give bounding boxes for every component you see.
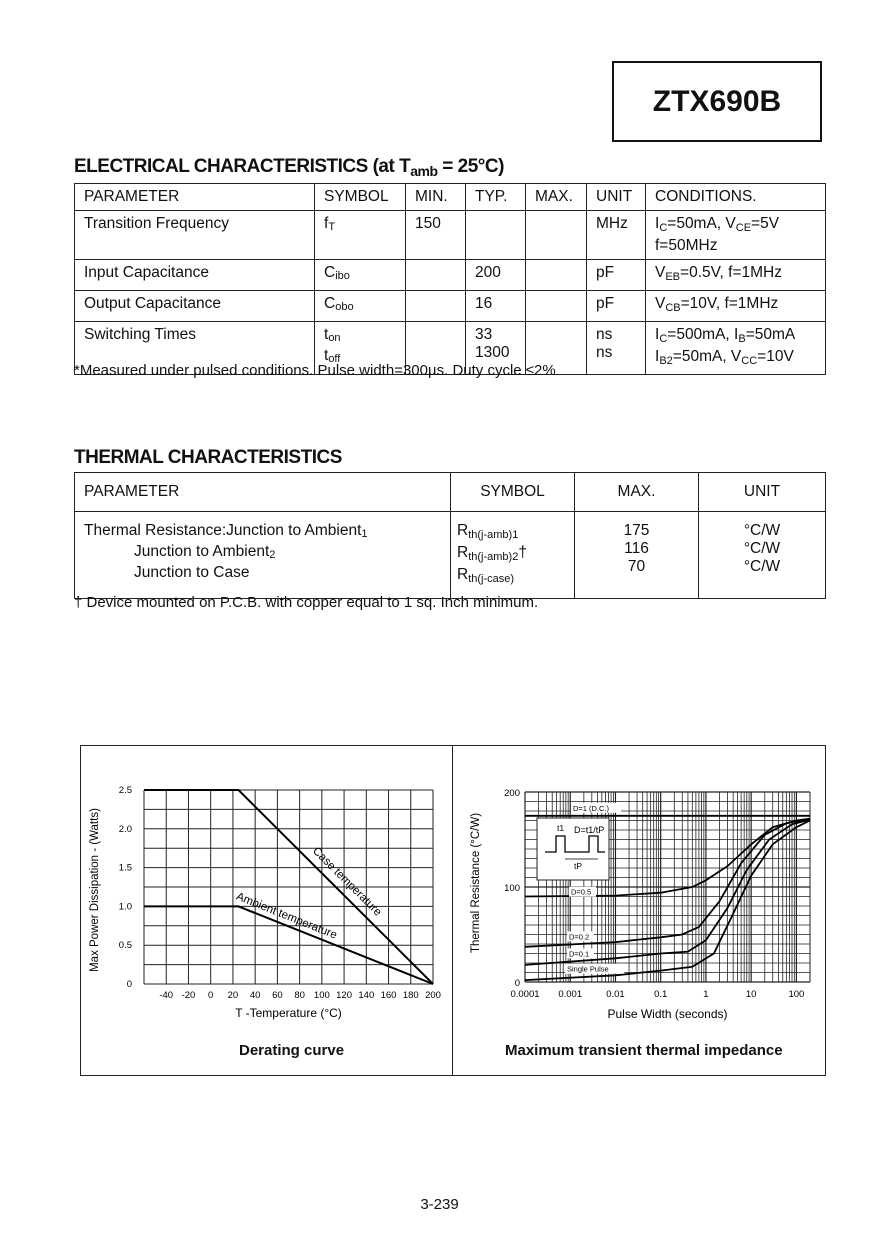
typ-cell bbox=[466, 211, 526, 260]
x-tick-label: 40 bbox=[249, 990, 261, 1001]
electrical-footnote: *Measured under pulsed conditions. Pulse width=300µs. Duty cycle ≤2% bbox=[74, 362, 556, 379]
series-label: D=0.5 bbox=[571, 887, 592, 897]
series-label: D=0.1 bbox=[569, 949, 590, 959]
unit-cell: pF bbox=[587, 260, 646, 291]
x-tick-label: 140 bbox=[358, 990, 375, 1001]
page-number: 3-239 bbox=[420, 1196, 459, 1213]
y-tick-label: 100 bbox=[504, 883, 520, 894]
symbol-cell: $R_{th(j-amb)1}$ $R_{th(j-amb)2}\dagger$ $R_{th(j-case)}$ bbox=[451, 512, 575, 599]
header-cell: MAX. bbox=[526, 184, 587, 211]
x-tick-label: 160 bbox=[380, 990, 397, 1001]
y-axis-label: Thermal Resistance (°C/W) bbox=[470, 812, 482, 954]
inset-label: D=t1/tP bbox=[574, 825, 605, 835]
electrical-title: ELECTRICAL CHARACTERISTICS (at $T_{amb} = 25^\circ C$) bbox=[74, 156, 504, 179]
table-row bbox=[75, 512, 826, 599]
unit-cell: MHz bbox=[587, 211, 646, 260]
graphs-panel bbox=[80, 745, 826, 1076]
series-label: Ambient temperature bbox=[234, 890, 339, 942]
thermal-footnote: † Device mounted on P.C.B. with copper equal to 1 sq. Inch minimum. bbox=[74, 594, 539, 611]
x-tick-label: 1 bbox=[703, 989, 709, 1000]
unit-cell: pF bbox=[587, 291, 646, 322]
x-tick-label: 200 bbox=[425, 990, 441, 1001]
y-tick-label: 0 bbox=[126, 979, 132, 990]
min-cell bbox=[406, 260, 466, 291]
conditions-cell: $I_C=500mA$, $I_B=50mA$ $I_{B2}=50mA$, $V_{CC}=10V$ bbox=[646, 322, 826, 375]
x-tick-label: 0.0001 bbox=[510, 989, 540, 1000]
electrical-table bbox=[74, 183, 826, 375]
header-cell: MIN. bbox=[406, 184, 466, 211]
x-tick-label: 10 bbox=[745, 989, 757, 1000]
derating-chart bbox=[81, 746, 451, 1036]
part-number: ZTX690B bbox=[652, 84, 782, 118]
min-cell: 150 bbox=[406, 211, 466, 260]
x-tick-label: 0 bbox=[208, 990, 214, 1001]
param-cell: Output Capacitance bbox=[75, 291, 315, 322]
series-label: Single Pulse bbox=[567, 964, 609, 974]
x-tick-label: 0.001 bbox=[558, 989, 583, 1000]
y-tick-label: 1.5 bbox=[118, 862, 132, 874]
thermal-title: THERMAL CHARACTERISTICS bbox=[74, 447, 342, 468]
series-label: Case temperature bbox=[310, 845, 384, 919]
min-cell bbox=[406, 291, 466, 322]
thermal-caption: Maximum transient thermal impedance bbox=[505, 1042, 783, 1059]
y-tick-label: 2.5 bbox=[118, 785, 132, 796]
x-axis-label: T -Temperature (°C) bbox=[235, 1006, 342, 1020]
x-axis-label: Pulse Width (seconds) bbox=[607, 1007, 728, 1021]
param-cell: Switching Times bbox=[75, 322, 315, 375]
header-cell: CONDITIONS. bbox=[646, 184, 826, 211]
inset-label: t1 bbox=[557, 823, 565, 833]
max-cell bbox=[526, 211, 587, 260]
y-tick-label: 0.5 bbox=[118, 940, 132, 952]
x-tick-label: 100 bbox=[313, 990, 330, 1001]
typ-cell: 33 1300 bbox=[466, 322, 526, 375]
y-tick-label: 0 bbox=[514, 978, 520, 989]
table-row bbox=[75, 291, 826, 322]
transient-thermal-chart bbox=[453, 746, 826, 1036]
header-cell: PARAMETER bbox=[75, 473, 451, 512]
table-row bbox=[75, 260, 826, 291]
max-cell bbox=[526, 260, 587, 291]
series-label: D=0.2 bbox=[569, 932, 590, 942]
table-header-row bbox=[75, 184, 826, 211]
thermal-table bbox=[74, 472, 826, 599]
x-tick-label: 20 bbox=[227, 990, 239, 1001]
conditions-cell: $V_{EB}=0.5V$, f=1MHz bbox=[646, 260, 826, 291]
header-cell: SYMBOL bbox=[451, 473, 575, 512]
symbol-cell: $C_{obo}$ bbox=[315, 291, 406, 322]
param-cell: Input Capacitance bbox=[75, 260, 315, 291]
typ-cell: 200 bbox=[466, 260, 526, 291]
max-cell bbox=[526, 291, 587, 322]
header-cell: SYMBOL bbox=[315, 184, 406, 211]
param-cell: Thermal Resistance:Junction to Ambient$_1$ Junction to Ambient$_2$ Junction to Case bbox=[75, 512, 451, 599]
table-row bbox=[75, 211, 826, 260]
symbol-cell: $f_T$ bbox=[315, 211, 406, 260]
x-tick-label: 0.1 bbox=[654, 989, 668, 1000]
header-cell: UNIT bbox=[587, 184, 646, 211]
unit-cell: ns ns bbox=[587, 322, 646, 375]
header-cell: UNIT bbox=[699, 473, 826, 512]
conditions-cell: $V_{CB}=10V$, f=1MHz bbox=[646, 291, 826, 322]
y-axis-label: Max Power Dissipation - (Watts) bbox=[89, 808, 101, 972]
table-header-row bbox=[75, 473, 826, 512]
series-label: D=1 (D.C.) bbox=[573, 803, 610, 813]
conditions-cell: $I_C=50mA$, $V_{CE}=5V$ f=50MHz bbox=[646, 211, 826, 260]
x-tick-label: 80 bbox=[294, 990, 305, 1001]
x-tick-label: 0.01 bbox=[606, 989, 625, 1000]
x-tick-label: 60 bbox=[272, 990, 283, 1001]
header-cell: MAX. bbox=[575, 473, 699, 512]
x-tick-label: 120 bbox=[336, 990, 353, 1001]
max-cell: 175 116 70 bbox=[575, 512, 699, 599]
inset-label: tP bbox=[574, 861, 583, 871]
param-cell: Transition Frequency bbox=[75, 211, 315, 260]
symbol-cell: $t_{on}$ $t_{off}$ bbox=[315, 322, 406, 375]
x-tick-label: -40 bbox=[159, 990, 174, 1001]
x-tick-label: -20 bbox=[181, 990, 196, 1001]
y-tick-label: 200 bbox=[504, 788, 520, 799]
part-number-box bbox=[612, 61, 822, 142]
unit-cell: °C/W °C/W °C/W bbox=[699, 512, 826, 599]
typ-cell: 16 bbox=[466, 291, 526, 322]
derating-caption: Derating curve bbox=[239, 1042, 345, 1059]
header-cell: TYP. bbox=[466, 184, 526, 211]
y-tick-label: 1.0 bbox=[118, 901, 132, 913]
y-tick-label: 2.0 bbox=[118, 823, 132, 835]
x-tick-label: 100 bbox=[788, 989, 805, 1000]
symbol-cell: $C_{ibo}$ bbox=[315, 260, 406, 291]
x-tick-label: 180 bbox=[402, 990, 419, 1001]
header-cell: PARAMETER bbox=[75, 184, 315, 211]
